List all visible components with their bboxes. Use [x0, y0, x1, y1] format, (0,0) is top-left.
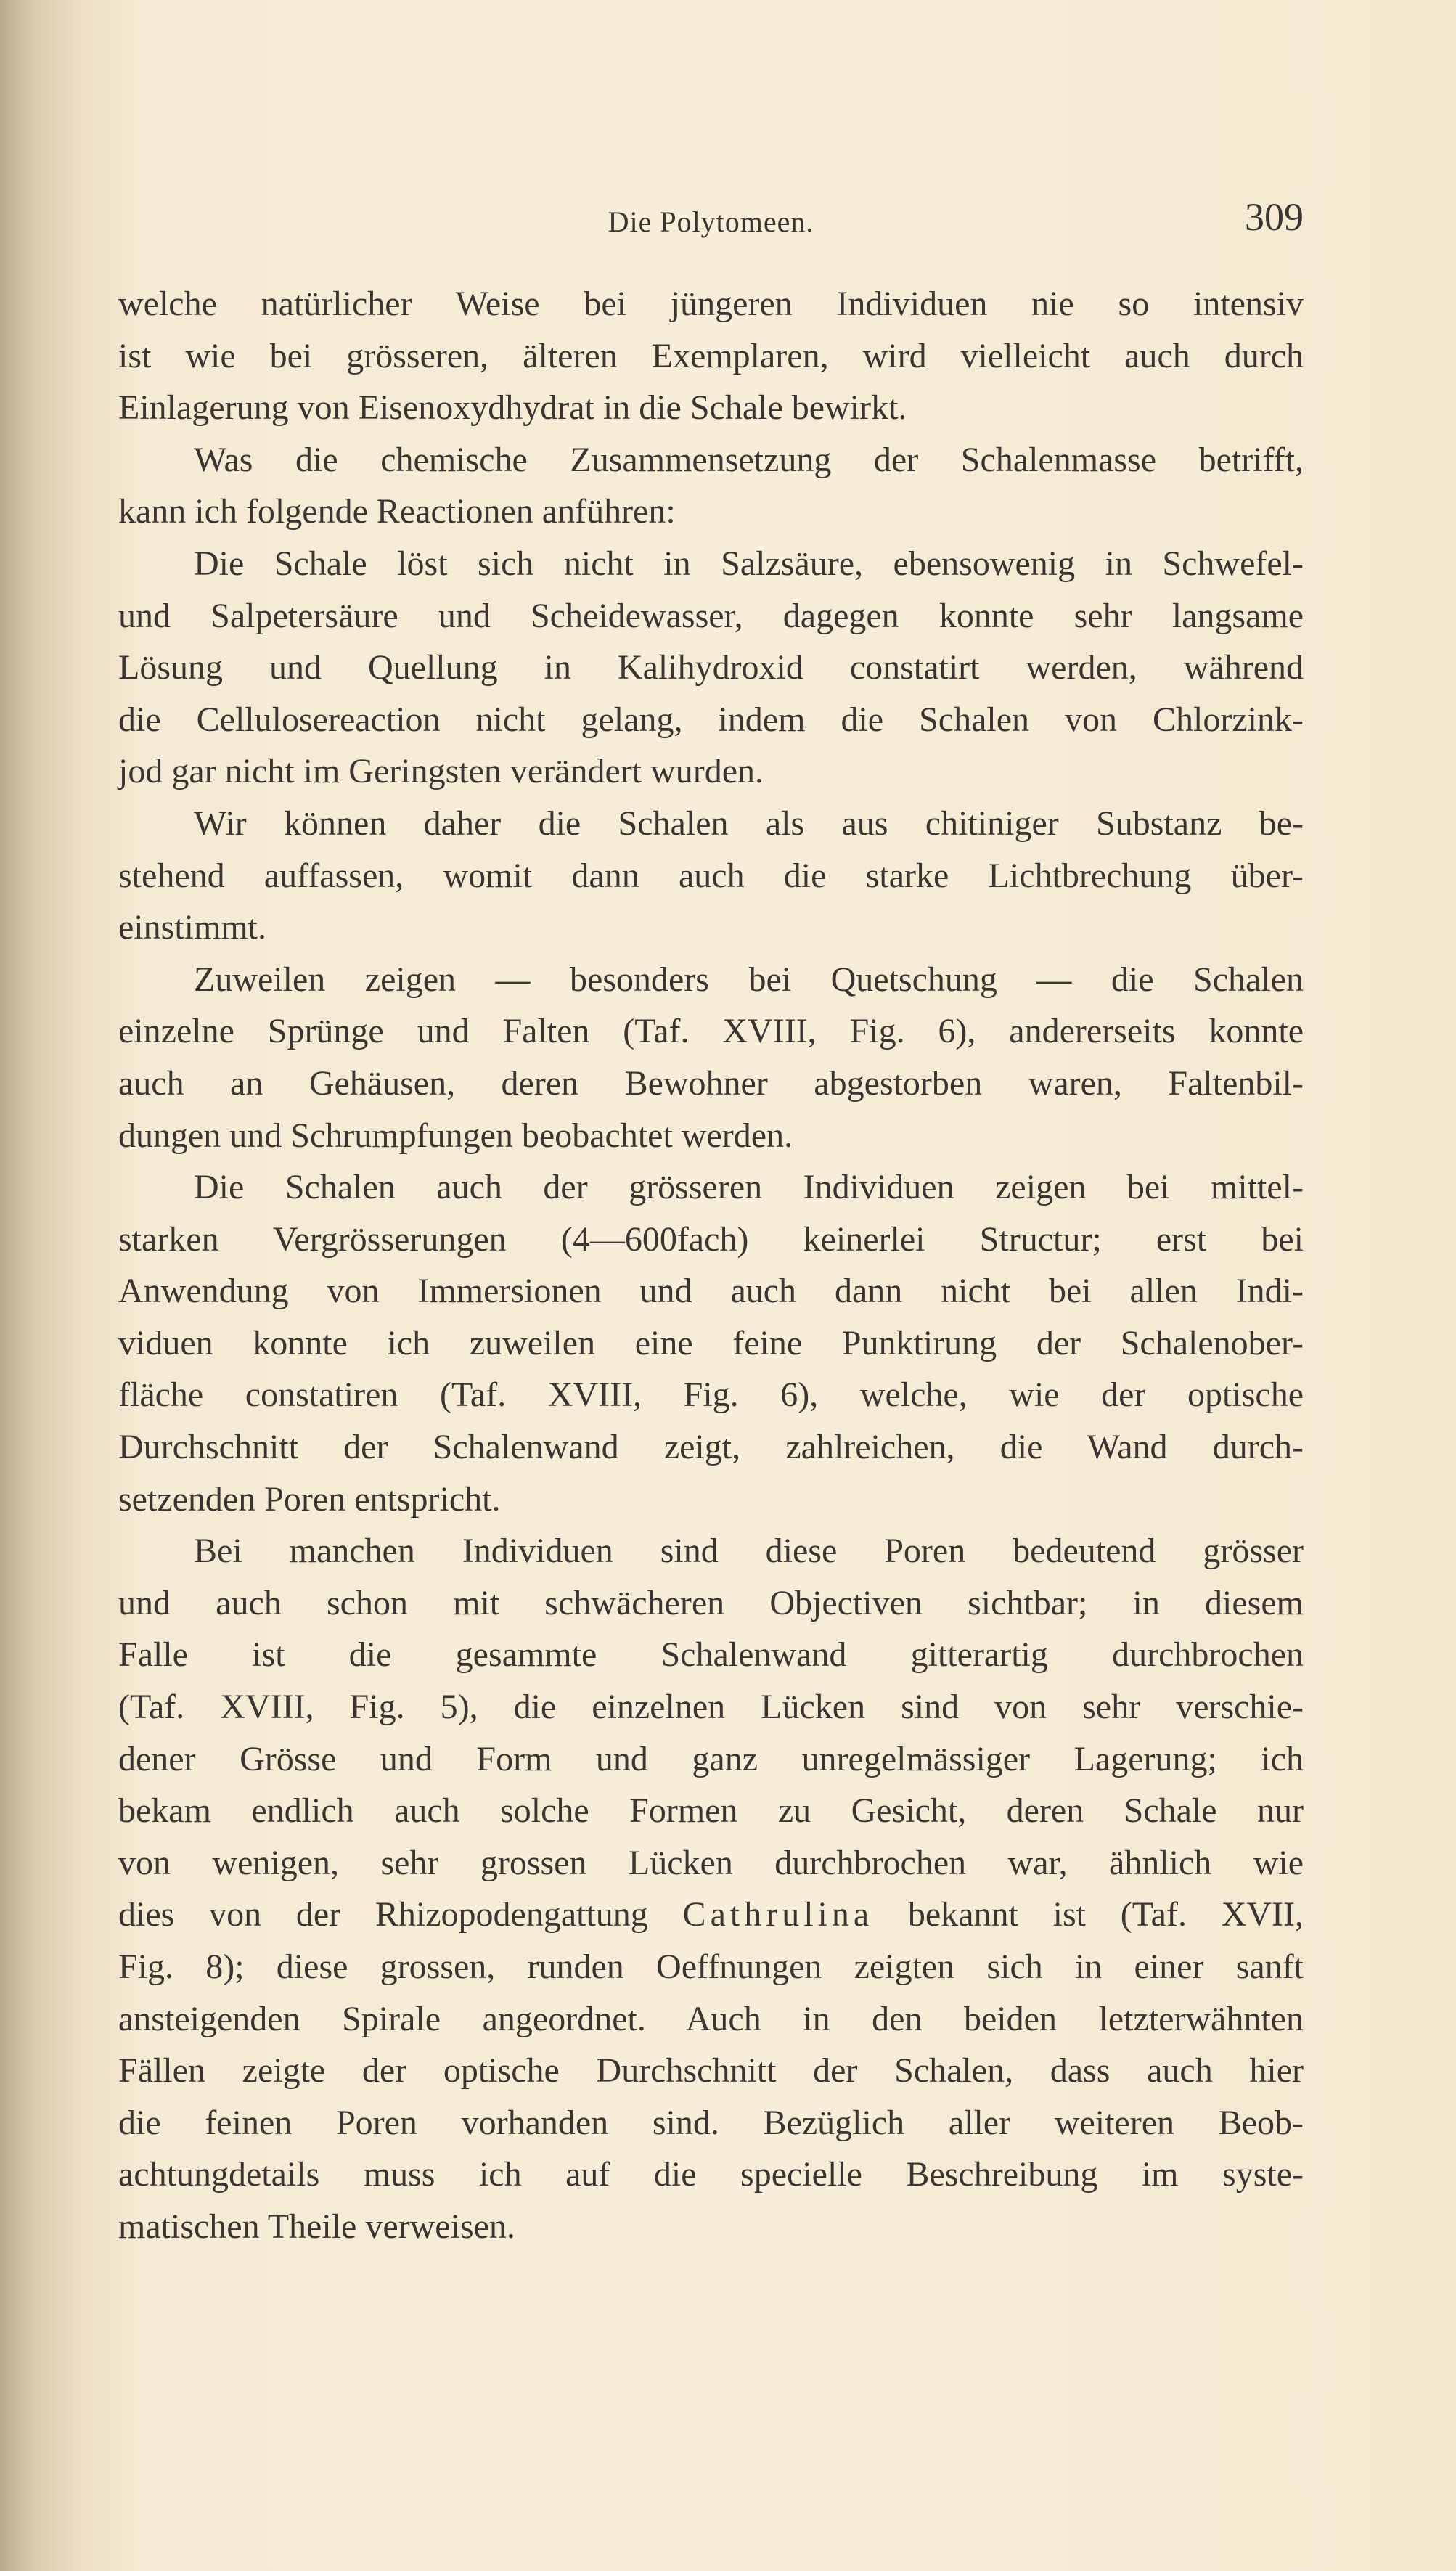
running-head — [118, 195, 1304, 245]
text-line: von wenigen, sehr grossen Lücken durchbrochen war, ähnlich wie — [118, 1843, 1304, 1882]
text-line: ist wie bei grösseren, älteren Exemplaren, wird vielleicht auch durch — [118, 336, 1304, 375]
text-line: viduen konnte ich zuweilen eine feine Punktirung der Schalenober- — [118, 1323, 1304, 1362]
text-segment: dies von der Rhizopodengattung — [118, 1895, 683, 1934]
text-segment: bekannt ist (Taf. XVII, — [873, 1895, 1304, 1934]
text-line: Durchschnitt der Schalenwand zeigt, zahlreichen, die Wand durch- — [118, 1428, 1304, 1467]
text-line: kann ich folgende Reactionen anführen: — [118, 492, 676, 531]
text-line: Fig. 8); diese grossen, runden Oeffnungen zeigten sich in einer sanft — [118, 1947, 1304, 1986]
body-text — [118, 278, 1304, 2253]
text-line: matischen Theile verweisen. — [118, 2207, 515, 2246]
text-line: dener Grösse und Form und ganz unregelmässiger Lagerung; ich — [118, 1739, 1304, 1778]
running-head-title: Die Polytomeen. — [608, 205, 814, 238]
text-line: Zuweilen zeigen — besonders bei Quetschung — die Schalen — [194, 960, 1304, 999]
text-line: Wir können daher die Schalen als aus chitiniger Substanz be- — [194, 804, 1304, 843]
text-line: einzelne Sprünge und Falten (Taf. XVIII, Fig. 6), andererseits konnte — [118, 1012, 1304, 1051]
text-line: Einlagerung von Eisenoxydhydrat in die Schale bewirkt. — [118, 388, 907, 428]
text-line: und auch schon mit schwächeren Objectiven sichtbar; in diesem — [118, 1583, 1304, 1622]
text-line: Fällen zeigte der optische Durchschnitt der Schalen, dass auch hier — [118, 2051, 1304, 2090]
text-line: achtungdetails muss ich auf die specielle Beschreibung im syste- — [118, 2155, 1304, 2194]
text-line: starken Vergrösserungen (4—600fach) keinerlei Structur; erst bei — [118, 1219, 1304, 1259]
text-line: ansteigenden Spirale angeordnet. Auch in den beiden letzterwähnten — [118, 1999, 1304, 2038]
text-line: (Taf. XVIII, Fig. 5), die einzelnen Lücken sind von sehr verschie- — [118, 1688, 1304, 1727]
text-line: fläche constatiren (Taf. XVIII, Fig. 6), welche, wie der optische — [118, 1376, 1304, 1415]
emphasized-genus-name: Cathrulina — [682, 1895, 874, 1934]
text-line: die feinen Poren vorhanden sind. Bezüglich aller weiteren Beob- — [118, 2103, 1304, 2142]
text-line: die Cellulosereaction nicht gelang, indem die Schalen von Chlorzink- — [118, 700, 1304, 739]
text-line: stehend auffassen, womit dann auch die starke Lichtbrechung über- — [118, 856, 1304, 895]
text-line: Die Schale löst sich nicht in Salzsäure, ebensowenig in Schwefel- — [194, 544, 1304, 583]
text-line: dungen und Schrumpfungen beobachtet werden. — [118, 1116, 793, 1155]
text-line: Falle ist die gesammte Schalenwand gitterartig durchbrochen — [118, 1635, 1304, 1675]
text-line: welche natürlicher Weise bei jüngeren Individuen nie so intensiv — [118, 285, 1304, 323]
text-line: bekam endlich auch solche Formen zu Gesicht, deren Schale nur — [118, 1791, 1304, 1831]
text-line: einstimmt. — [118, 908, 266, 947]
text-line: Lösung und Quellung in Kalihydroxid constatirt werden, während — [118, 648, 1304, 687]
text-line: auch an Gehäusen, deren Bewohner abgestorben waren, Faltenbil- — [118, 1063, 1304, 1103]
text-line: Was die chemische Zusammensetzung der Schalenmasse betrifft, — [194, 440, 1304, 479]
text-line: Anwendung von Immersionen und auch dann nicht bei allen Indi- — [118, 1272, 1304, 1311]
text-line: und Salpetersäure und Scheidewasser, dagegen konnte sehr langsame — [118, 596, 1304, 635]
text-line: Die Schalen auch der grösseren Individuen zeigen bei mittel- — [194, 1168, 1304, 1207]
text-line: setzenden Poren entspricht. — [118, 1479, 501, 1519]
page-number: 309 — [1245, 195, 1304, 239]
text-line — [118, 1889, 1304, 1941]
text-line: Bei manchen Individuen sind diese Poren bedeutend grösser — [194, 1532, 1304, 1571]
text-line: jod gar nicht im Geringsten verändert wurden. — [118, 752, 764, 791]
